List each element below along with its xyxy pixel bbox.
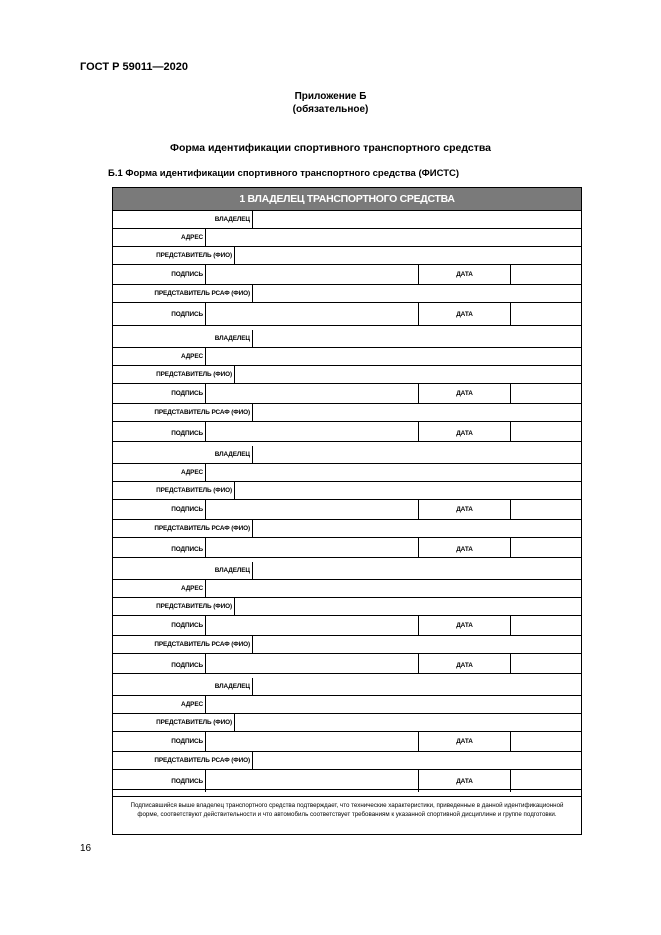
address-row <box>113 464 581 482</box>
page-number: 16 <box>80 843 92 854</box>
rsaf-representative-row <box>113 752 581 770</box>
owner-field[interactable] <box>253 211 581 229</box>
owner-block <box>113 674 581 790</box>
annex-note: (обязательное) <box>292 104 369 115</box>
rsaf-date-field[interactable] <box>511 303 581 325</box>
address-label: АДРЕС <box>113 348 206 366</box>
date-label: ДАТА <box>419 616 511 636</box>
owner-field[interactable] <box>253 446 581 464</box>
signature-row <box>113 500 581 520</box>
owner-label: ВЛАДЕЛЕЦ <box>113 330 253 348</box>
representative-row <box>113 482 581 500</box>
rsaf-date-field[interactable] <box>511 422 581 444</box>
rsaf-signature-label: ПОДПИСЬ <box>113 538 206 560</box>
representative-row <box>113 366 581 384</box>
rsaf-date-label: ДАТА <box>419 422 511 444</box>
representative-label: ПРЕДСТАВИТЕЛЬ (ФИО) <box>113 714 235 732</box>
representative-field[interactable] <box>235 247 581 265</box>
signature-label: ПОДПИСЬ <box>113 384 206 404</box>
rsaf-representative-row <box>113 636 581 654</box>
address-field[interactable] <box>206 229 581 247</box>
signature-field[interactable] <box>206 616 419 636</box>
representative-label: ПРЕДСТАВИТЕЛЬ (ФИО) <box>113 247 235 265</box>
signature-label: ПОДПИСЬ <box>113 616 206 636</box>
rsaf-representative-label: ПРЕДСТАВИТЕЛЬ РСАФ (ФИО) <box>113 636 253 654</box>
representative-label: ПРЕДСТАВИТЕЛЬ (ФИО) <box>113 482 235 500</box>
address-row <box>113 348 581 366</box>
address-row <box>113 580 581 598</box>
rsaf-date-field[interactable] <box>511 770 581 792</box>
rsaf-representative-row <box>113 285 581 303</box>
owner-label: ВЛАДЕЛЕЦ <box>113 446 253 464</box>
rsaf-signature-row <box>113 770 581 792</box>
representative-field[interactable] <box>235 482 581 500</box>
rsaf-representative-label: ПРЕДСТАВИТЕЛЬ РСАФ (ФИО) <box>113 404 253 422</box>
date-label: ДАТА <box>419 732 511 752</box>
signature-field[interactable] <box>206 265 419 285</box>
address-label: АДРЕС <box>113 696 206 714</box>
address-field[interactable] <box>206 580 581 598</box>
rsaf-signature-row <box>113 303 581 325</box>
rsaf-signature-label: ПОДПИСЬ <box>113 303 206 325</box>
owner-block <box>113 326 581 442</box>
owner-field[interactable] <box>253 330 581 348</box>
owner-field[interactable] <box>253 562 581 580</box>
owner-block <box>113 558 581 674</box>
owner-label: ВЛАДЕЛЕЦ <box>113 211 253 229</box>
address-label: АДРЕС <box>113 464 206 482</box>
owner-block <box>113 210 581 326</box>
representative-field[interactable] <box>235 714 581 732</box>
address-field[interactable] <box>206 348 581 366</box>
signature-field[interactable] <box>206 384 419 404</box>
owner-row <box>113 330 581 348</box>
identification-form <box>112 187 582 835</box>
rsaf-representative-row <box>113 404 581 422</box>
rsaf-representative-field[interactable] <box>253 636 581 654</box>
owner-label: ВЛАДЕЛЕЦ <box>113 562 253 580</box>
rsaf-representative-row <box>113 520 581 538</box>
rsaf-representative-field[interactable] <box>253 520 581 538</box>
date-label: ДАТА <box>419 265 511 285</box>
date-field[interactable] <box>511 384 581 404</box>
rsaf-signature-row <box>113 654 581 676</box>
rsaf-signature-row <box>113 538 581 560</box>
owner-field[interactable] <box>253 678 581 696</box>
date-field[interactable] <box>511 616 581 636</box>
date-field[interactable] <box>511 265 581 285</box>
rsaf-signature-label: ПОДПИСЬ <box>113 770 206 792</box>
representative-label: ПРЕДСТАВИТЕЛЬ (ФИО) <box>113 366 235 384</box>
owner-block <box>113 442 581 558</box>
form-header-bar: 1 ВЛАДЕЛЕЦ ТРАНСПОРТНОГО СРЕДСТВА <box>113 188 581 210</box>
section-heading: Б.1 Форма идентификации спортивного транспортного средства (ФИСТС) <box>108 168 460 179</box>
annex-title: Приложение Б <box>294 91 367 102</box>
signature-label: ПОДПИСЬ <box>113 265 206 285</box>
rsaf-representative-label: ПРЕДСТАВИТЕЛЬ РСАФ (ФИО) <box>113 752 253 770</box>
rsaf-signature-field[interactable] <box>206 770 419 792</box>
rsaf-representative-field[interactable] <box>253 285 581 303</box>
document-code: ГОСТ Р 59011—2020 <box>80 61 188 73</box>
address-field[interactable] <box>206 464 581 482</box>
representative-row <box>113 247 581 265</box>
date-label: ДАТА <box>419 500 511 520</box>
rsaf-representative-label: ПРЕДСТАВИТЕЛЬ РСАФ (ФИО) <box>113 285 253 303</box>
rsaf-signature-row <box>113 422 581 444</box>
representative-label: ПРЕДСТАВИТЕЛЬ (ФИО) <box>113 598 235 616</box>
address-field[interactable] <box>206 696 581 714</box>
owner-row <box>113 678 581 696</box>
representative-field[interactable] <box>235 366 581 384</box>
signature-row <box>113 384 581 404</box>
owner-row <box>113 562 581 580</box>
representative-row <box>113 598 581 616</box>
signature-label: ПОДПИСЬ <box>113 732 206 752</box>
signature-row <box>113 265 581 285</box>
rsaf-representative-field[interactable] <box>253 404 581 422</box>
date-field[interactable] <box>511 732 581 752</box>
owner-label: ВЛАДЕЛЕЦ <box>113 678 253 696</box>
address-row <box>113 229 581 247</box>
rsaf-signature-field[interactable] <box>206 422 419 444</box>
rsaf-signature-label: ПОДПИСЬ <box>113 422 206 444</box>
rsaf-date-label: ДАТА <box>419 303 511 325</box>
rsaf-signature-label: ПОДПИСЬ <box>113 654 206 676</box>
rsaf-date-field[interactable] <box>511 654 581 676</box>
signature-row <box>113 732 581 752</box>
rsaf-signature-field[interactable] <box>206 654 419 676</box>
rsaf-date-label: ДАТА <box>419 654 511 676</box>
rsaf-date-label: ДАТА <box>419 770 511 792</box>
date-label: ДАТА <box>419 384 511 404</box>
rsaf-representative-label: ПРЕДСТАВИТЕЛЬ РСАФ (ФИО) <box>113 520 253 538</box>
signature-row <box>113 616 581 636</box>
signature-field[interactable] <box>206 500 419 520</box>
rsaf-signature-field[interactable] <box>206 538 419 560</box>
address-row <box>113 696 581 714</box>
signature-field[interactable] <box>206 732 419 752</box>
signature-label: ПОДПИСЬ <box>113 500 206 520</box>
date-field[interactable] <box>511 500 581 520</box>
owner-row <box>113 211 581 229</box>
representative-row <box>113 714 581 732</box>
owner-row <box>113 446 581 464</box>
rsaf-signature-field[interactable] <box>206 303 419 325</box>
representative-field[interactable] <box>235 598 581 616</box>
address-label: АДРЕС <box>113 580 206 598</box>
address-label: АДРЕС <box>113 229 206 247</box>
rsaf-date-field[interactable] <box>511 538 581 560</box>
form-heading: Форма идентификации спортивного транспортного средства <box>169 142 492 154</box>
rsaf-date-label: ДАТА <box>419 538 511 560</box>
rsaf-representative-field[interactable] <box>253 752 581 770</box>
footer-note: Подписавшийся выше владелец транспортного средства подтверждает, что технические характеристики, приведенные в данной идентификационной форме, соответствуют действительности и что автомобиль соответствует требованиям к указанной спортивной дисциплине и группе подготовки. <box>112 796 582 835</box>
